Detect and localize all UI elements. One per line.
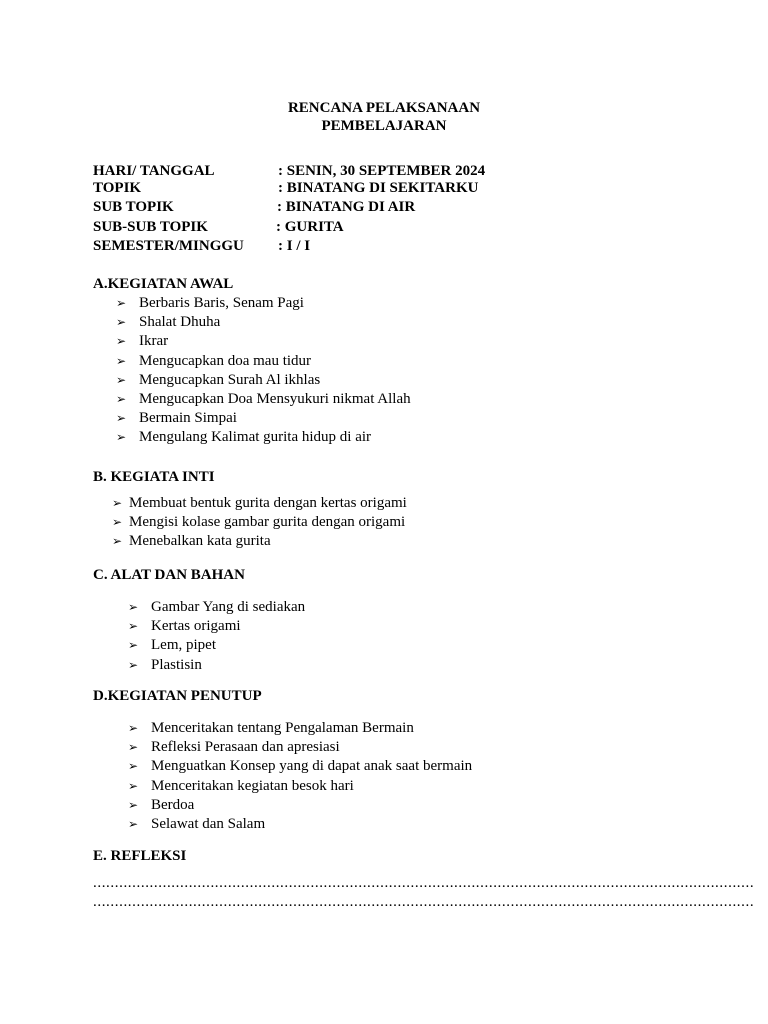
refleksi-dotted-line: ........................................................................................................................................................ (93, 894, 755, 910)
info-value: : BINATANG DI SEKITARKU (278, 180, 479, 196)
arrow-bullet-icon: ➢ (116, 334, 127, 349)
arrow-bullet-icon: ➢ (128, 740, 139, 755)
arrow-bullet-icon: ➢ (128, 721, 139, 735)
arrow-bullet-icon: ➢ (116, 296, 127, 310)
arrow-bullet-icon: ➢ (128, 619, 139, 634)
arrow-bullet-icon: ➢ (128, 638, 139, 653)
arrow-bullet-icon: ➢ (116, 315, 127, 330)
arrow-bullet-icon: ➢ (116, 411, 127, 426)
arrow-bullet-icon: ➢ (116, 430, 127, 445)
arrow-bullet-icon: ➢ (116, 372, 127, 387)
info-value: : BINATANG DI AIR (277, 199, 416, 215)
info-label: SUB TOPIK (93, 199, 174, 215)
arrow-bullet-icon: ➢ (116, 353, 127, 368)
section-heading-alat-dan-bahan: C. ALAT DAN BAHAN (93, 567, 245, 583)
arrow-bullet-icon: ➢ (128, 759, 139, 774)
document-title-line2: PEMBELAJARAN (321, 118, 447, 134)
refleksi-dotted-line: ........................................................................................................................................................ (93, 875, 755, 891)
info-value: : SENIN, 30 SEPTEMBER 2024 (278, 163, 486, 179)
info-value: : GURITA (276, 219, 344, 235)
info-label: SUB-SUB TOPIK (93, 219, 208, 235)
info-label: TOPIK (93, 180, 142, 196)
section-heading-kegiatan-awal: A.KEGIATAN AWAL (93, 276, 234, 292)
arrow-bullet-icon: ➢ (128, 797, 139, 812)
arrow-bullet-icon: ➢ (112, 515, 123, 530)
arrow-bullet-icon: ➢ (116, 391, 127, 406)
arrow-bullet-icon: ➢ (112, 534, 123, 549)
arrow-bullet-icon: ➢ (128, 816, 139, 831)
section-heading-kegiatan-penutup: D.KEGIATAN PENUTUP (93, 688, 262, 704)
info-label: HARI/ TANGGAL (93, 163, 215, 179)
arrow-bullet-icon: ➢ (128, 657, 139, 672)
document-page: RENCANA PELAKSANAAN PEMBELAJARAN HARI/ TANGGAL : SENIN, 30 SEPTEMBER 2024 TOPIK : BINATANG DI SEKITARKU SUB TOPIK : BINATANG DI AIR SUB-SUB TOPIK : GURITA SEMESTER/MINGGU : I / I A.KEGIATAN AWAL ➢ Berbaris Baris, Senam Pagi ➢ Shalat Dhuha ➢ Ikrar ➢ Mengucapkan doa mau tidur ➢ Mengucapkan Surah Al ikhlas ➢ Mengucapkan Doa Mensyukuri nikmat Allah ➢ Bermain Simpai ➢ Mengulang Kalimat gurita hidup di air B. KEGIATA INTI ➢ Membuat bentuk gurita dengan kertas origami ➢ Mengisi kolase gambar gurita dengan origami ➢ Menebalkan kata gurita C. ALAT DAN BAHAN ➢ Gambar Yang di sediakan ➢ Kertas origami ➢ Lem, pipet ➢ Plastisin D.KEGIATAN PENUTUP ➢ Menceritakan tentang Pengalaman Bermain ➢ Refleksi Perasaan dan apresiasi ➢ Menguatkan Konsep yang di dapat anak saat bermain ➢ Menceritakan kegiatan besok hari ➢ Berdoa ➢ Selawat dan Salam E. REFLEKSI ........................................................................................................................................................ ........................................................................................................................................................ (0, 0, 768, 1024)
document-title-line1: RENCANA PELAKSANAAN (287, 100, 481, 116)
info-label: SEMESTER/MINGGU (93, 238, 244, 254)
arrow-bullet-icon: ➢ (112, 496, 123, 510)
section-heading-refleksi: E. REFLEKSI (93, 848, 187, 864)
section-heading-kegiatan-inti: B. KEGIATA INTI (93, 469, 215, 485)
info-value: : I / I (278, 238, 311, 254)
arrow-bullet-icon: ➢ (128, 778, 139, 793)
arrow-bullet-icon: ➢ (128, 600, 139, 614)
